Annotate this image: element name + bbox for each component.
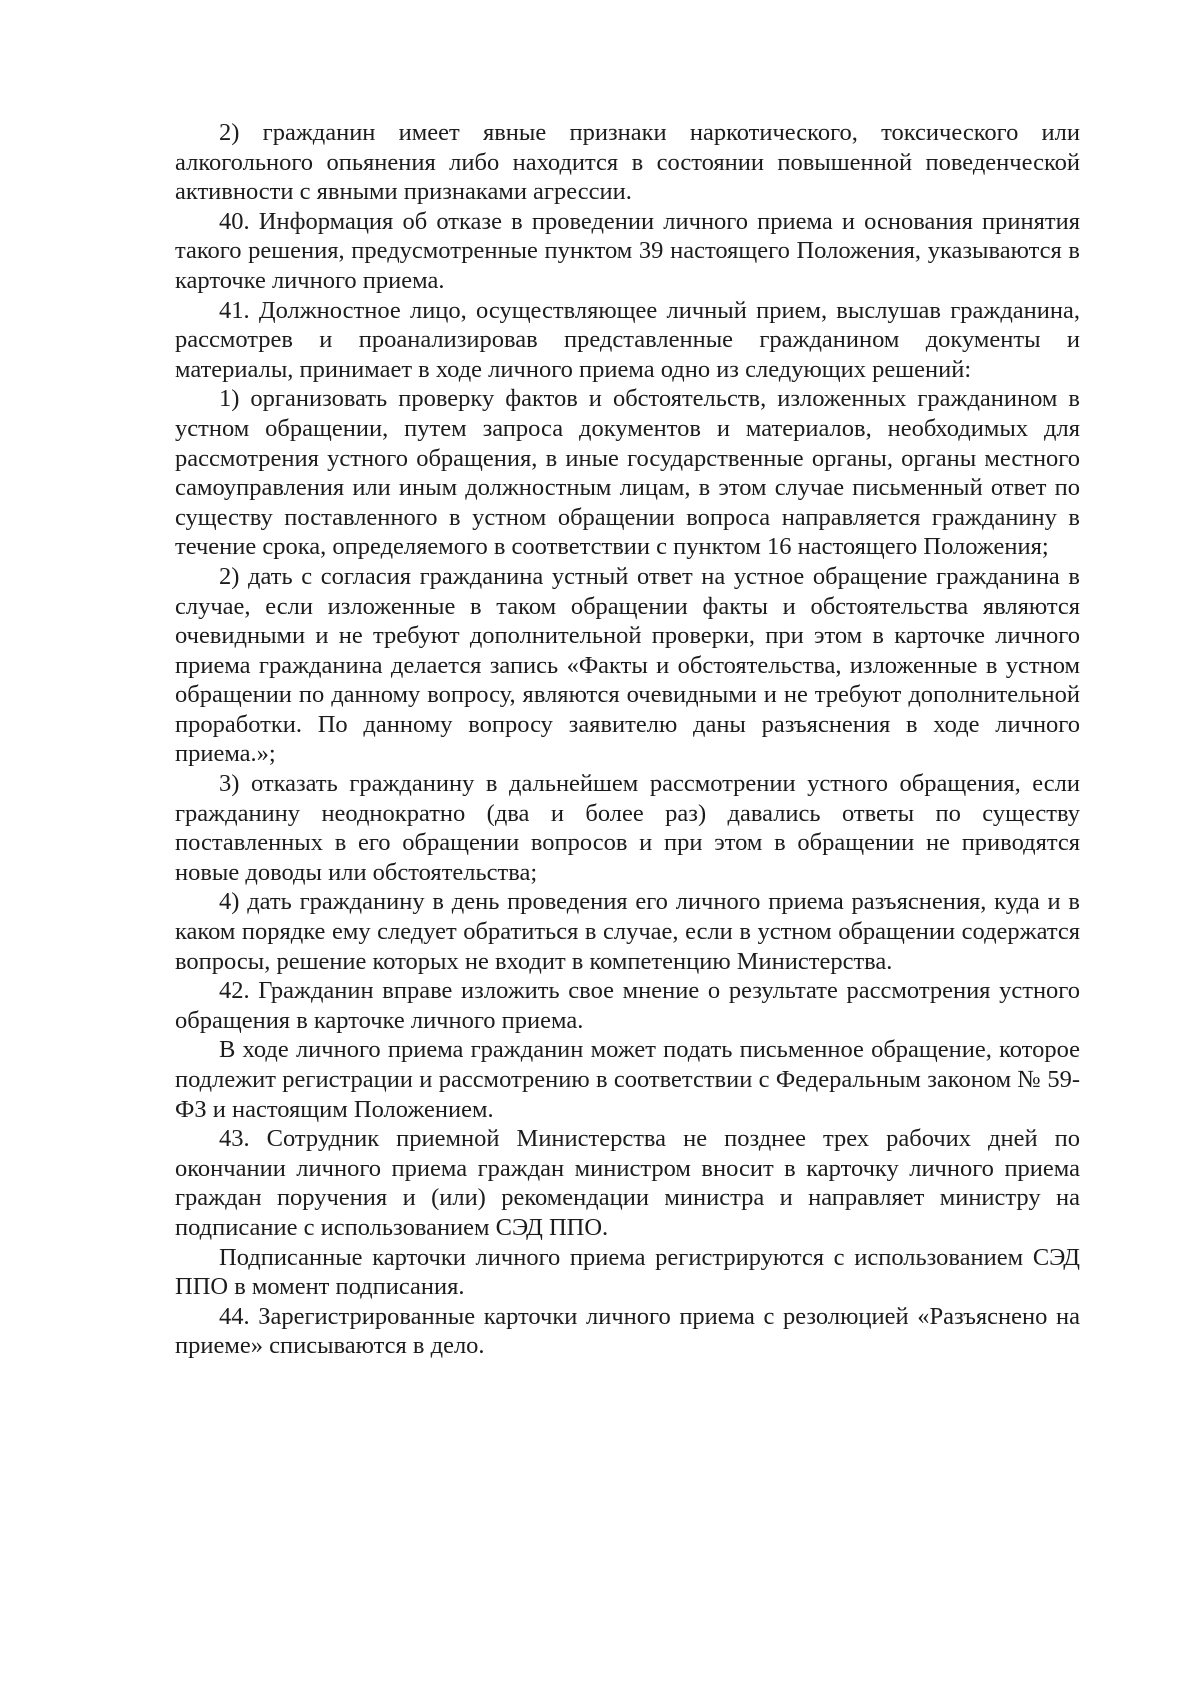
paragraph-42: 42. Гражданин вправе изложить свое мнение о результате рассмотрения устного обращения в карточке личного приема. [175,977,1080,1034]
paragraph-41-item-4: 4) дать гражданину в день проведения его личного приема разъяснения, куда и в каком порядке ему следует обратиться в случае, если в устном обращении содержатся вопросы, решение которых не входит в компетенцию Министерства. [175,888,1080,975]
paragraph-item-2-intoxication: 2) гражданин имеет явные признаки наркотического, токсического или алкогольного опьянения либо находится в состоянии повышенной поведенческой активности с явными признаками агрессии. [175,119,1080,206]
paragraph-42-written-appeal: В ходе личного приема гражданин может подать письменное обращение, которое подлежит регистрации и рассмотрению в соответствии с Федеральным законом № 59-ФЗ и настоящим Положением. [175,1036,1080,1123]
paragraph-43-registration: Подписанные карточки личного приема регистрируются с использованием СЭД ППО в момент подписания. [175,1243,1080,1301]
document-page [175,118,1080,1361]
paragraph-41: 41. Должностное лицо, осуществляющее личный прием, выслушав гражданина, рассмотрев и проанализировав представленные гражданином документы и материалы, принимает в ходе личного приема одно из следующих решений: [175,296,1080,383]
paragraph-41-item-1: 1) организовать проверку фактов и обстоятельств, изложенных гражданином в устном обращении, путем запроса документов и материалов, необходимых для рассмотрения устного обращения, в иные государственные органы, органы местного самоуправления или иным должностным лицам, в этом случае письменный ответ по существу поставленного в устном обращении вопроса направляется гражданину в течение срока, определяемого в соответствии с пунктом 16 настоящего Положения; [175,385,1080,561]
paragraph-41-item-3: 3) отказать гражданину в дальнейшем рассмотрении устного обращения, если гражданину неоднократно (два и более раз) давались ответы по существу поставленных в его обращении вопросов и при этом в обращении не приводятся новые доводы или обстоятельства; [175,770,1080,886]
paragraph-40: 40. Информация об отказе в проведении личного приема и основания принятия такого решения, предусмотренные пунктом 39 настоящего Положения, указываются в карточке личного приема. [175,207,1080,294]
paragraph-44: 44. Зарегистрированные карточки личного приема с резолюцией «Разъяснено на приеме» списываются в дело. [175,1302,1080,1360]
paragraph-41-item-2: 2) дать с согласия гражданина устный ответ на устное обращение гражданина в случае, если изложенные в таком обращении факты и обстоятельства являются очевидными и не требуют дополнительной проверки, при этом в карточке личного приема гражданина делается запись «Факты и обстоятельства, изложенные в устном обращении по данному вопросу, являются очевидными и не требуют дополнительной проработки. По данному вопросу заявителю даны разъяснения в ходе личного приема.»; [175,562,1080,768]
paragraph-43: 43. Сотрудник приемной Министерства не позднее трех рабочих дней по окончании личного приема граждан министром вносит в карточку личного приема граждан поручения и (или) рекомендации министра и направляет министру на подписание с использованием СЭД ППО. [175,1125,1080,1241]
